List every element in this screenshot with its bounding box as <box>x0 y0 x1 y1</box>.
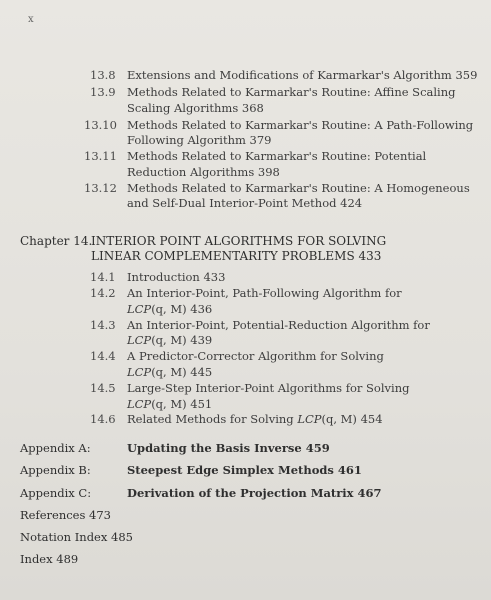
toc-notation-index: Notation Index 485 <box>20 530 133 544</box>
toc-references: References 473 <box>20 508 111 522</box>
appendix-label: Appendix A: <box>20 441 91 455</box>
section-title-cont: LCP(q, M) 451 <box>127 397 213 411</box>
section-title: Introduction 433 <box>127 270 226 284</box>
appendix-title: Steepest Edge Simplex Methods 461 <box>127 463 362 477</box>
section-number: 14.1 <box>90 270 116 284</box>
section-title: Extensions and Modifications of Karmarkar's Algorithm 359 <box>127 68 478 82</box>
section-title-cont: LCP(q, M) 439 <box>127 333 213 347</box>
section-title-cont: LCP(q, M) 445 <box>127 365 213 379</box>
chapter-label: Chapter 14. <box>20 234 93 248</box>
chapter-title-cont: LINEAR COMPLEMENTARITY PROBLEMS 433 <box>91 249 382 263</box>
appendix-label: Appendix B: <box>20 463 91 477</box>
section-number: 14.5 <box>90 381 116 395</box>
chapter-title: INTERIOR POINT ALGORITHMS FOR SOLVING <box>91 234 387 248</box>
toc-index: Index 489 <box>20 552 79 566</box>
section-title-cont: and Self-Dual Interior-Point Method 424 <box>127 196 363 210</box>
section-title: An Interior-Point, Path-Following Algorithm for <box>127 286 402 300</box>
section-number: 13.12 <box>84 181 117 195</box>
section-title: Methods Related to Karmarkar's Routine: A Homogeneous <box>127 181 470 195</box>
section-title-cont: Reduction Algorithms 398 <box>127 165 280 179</box>
section-number: 13.9 <box>90 85 116 99</box>
section-title: Methods Related to Karmarkar's Routine: Affine Scaling <box>127 85 456 99</box>
section-number: 13.11 <box>84 149 117 163</box>
section-title: Methods Related to Karmarkar's Routine: A Path-Following <box>127 118 474 132</box>
appendix-title: Derivation of the Projection Matrix 467 <box>127 486 382 500</box>
section-title: Large-Step Interior-Point Algorithms for Solving <box>127 381 410 395</box>
appendix-title: Updating the Basis Inverse 459 <box>127 441 330 455</box>
section-title: Methods Related to Karmarkar's Routine: Potential <box>127 149 427 163</box>
section-number: 14.2 <box>90 286 116 300</box>
section-title-cont: Scaling Algorithms 368 <box>127 101 264 115</box>
section-number: 13.10 <box>84 118 117 132</box>
section-title-cont: Following Algorithm 379 <box>127 133 272 147</box>
appendix-label: Appendix C: <box>20 486 92 500</box>
section-number: 13.8 <box>90 68 116 82</box>
section-number: 14.3 <box>90 318 116 332</box>
section-number: 14.4 <box>90 349 116 363</box>
section-title: A Predictor-Corrector Algorithm for Solving <box>127 349 384 363</box>
section-title: Related Methods for Solving LCP(q, M) 454 <box>127 412 383 426</box>
section-number: 14.6 <box>90 412 116 426</box>
page-number: x <box>28 14 34 25</box>
section-title: An Interior-Point, Potential-Reduction Algorithm for <box>127 318 430 332</box>
section-title-cont: LCP(q, M) 436 <box>127 302 213 316</box>
